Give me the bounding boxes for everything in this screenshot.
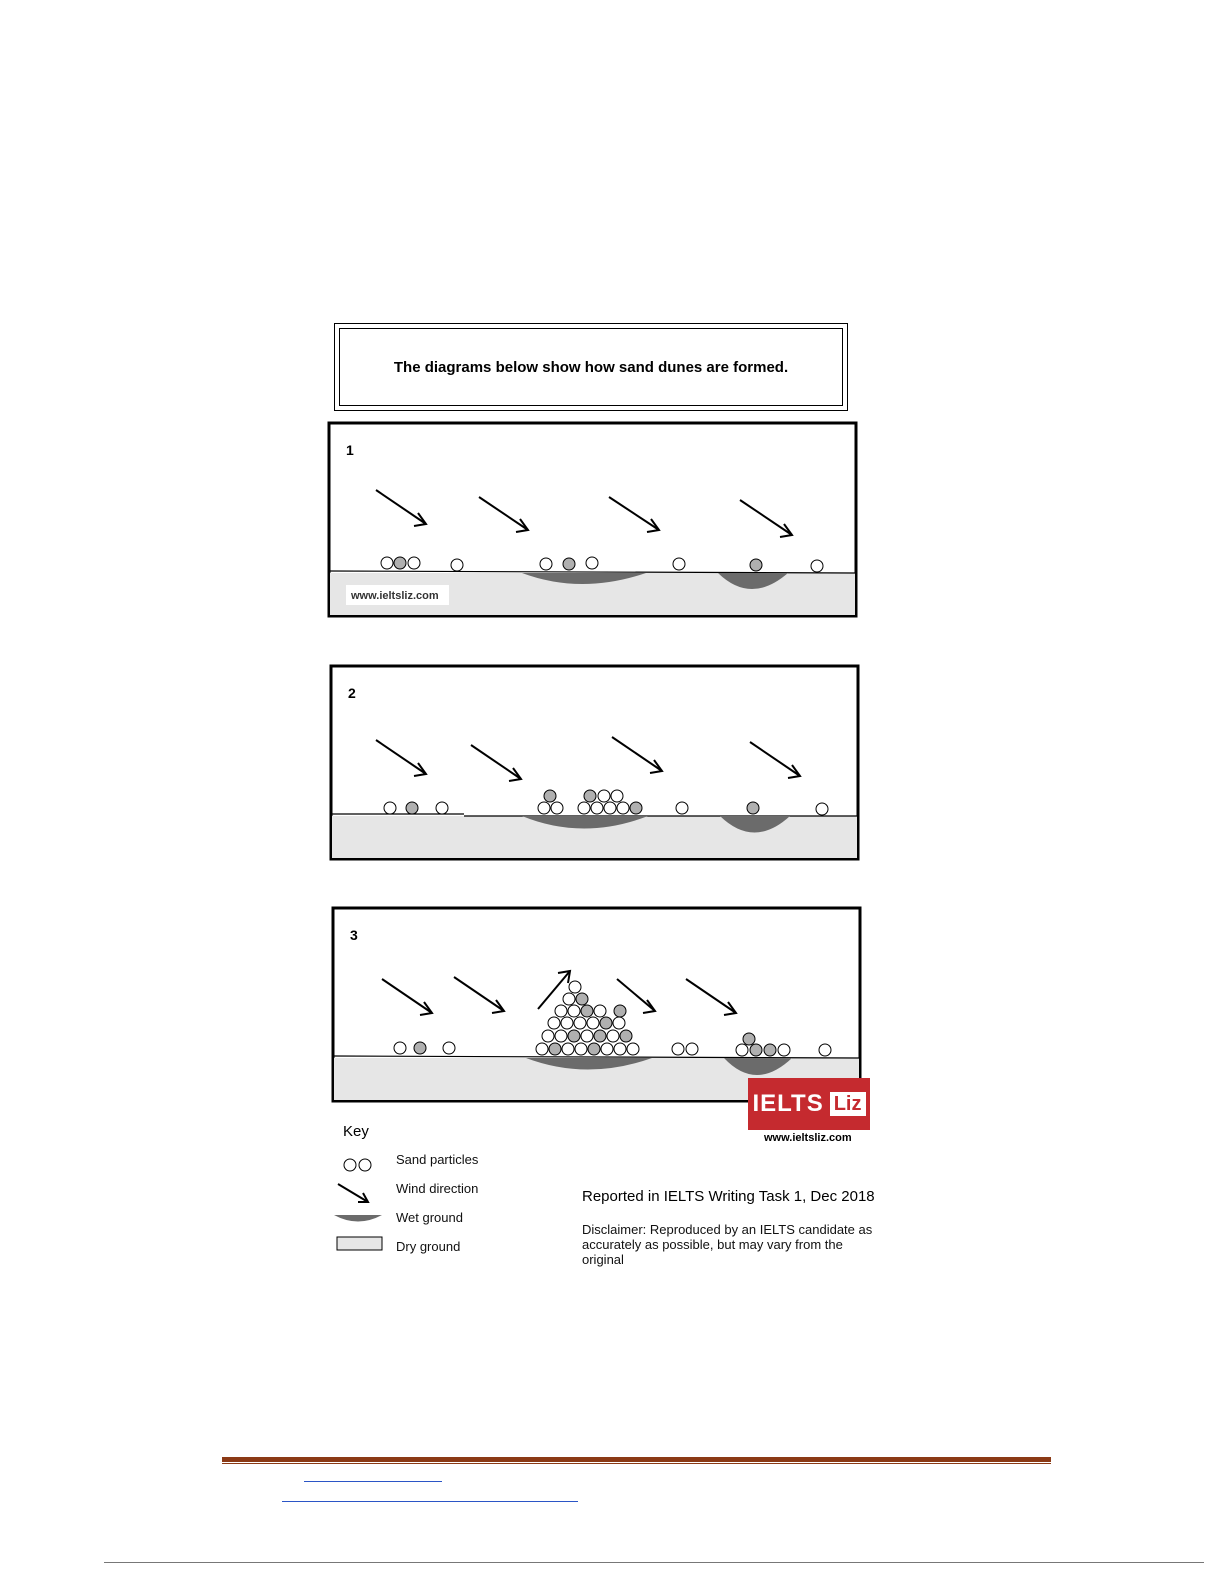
sand-particle <box>544 790 556 802</box>
sand-particle <box>576 993 588 1005</box>
sand-particle <box>686 1043 698 1055</box>
sand-particle <box>816 803 828 815</box>
sand-particle <box>568 1030 580 1042</box>
page-bottom-line <box>104 1562 1204 1563</box>
sand-particle <box>551 802 563 814</box>
logo-main-text: IELTS <box>752 1090 824 1117</box>
key-label-sand-particles: Sand particles <box>396 1152 479 1167</box>
sand-particle <box>627 1043 639 1055</box>
key-label-dry-ground: Dry ground <box>396 1239 461 1254</box>
logo-boxed-text: Liz <box>830 1092 866 1116</box>
sand-particle <box>381 557 393 569</box>
sand-particle <box>743 1033 755 1045</box>
sand-particle <box>598 790 610 802</box>
sand-particle <box>672 1043 684 1055</box>
sand-particle <box>600 1017 612 1029</box>
stage-number: 2 <box>348 685 356 701</box>
sand-particle <box>614 1005 626 1017</box>
sand-particle <box>549 1043 561 1055</box>
footer-link-underline[interactable] <box>282 1501 578 1502</box>
sand-particle <box>536 1043 548 1055</box>
sand-particle <box>613 1017 625 1029</box>
key-wind-direction-icon <box>336 1180 376 1206</box>
sand-particle <box>620 1030 632 1042</box>
stage-number: 1 <box>346 442 354 458</box>
sand-particle <box>555 1030 567 1042</box>
sand-particle <box>584 790 596 802</box>
sand-particle <box>581 1030 593 1042</box>
sand-particle <box>750 559 762 571</box>
sand-particle <box>588 1043 600 1055</box>
sand-particle <box>673 558 685 570</box>
sand-particle <box>574 1017 586 1029</box>
footer-rule-thin <box>222 1463 1051 1464</box>
sand-particle <box>548 1017 560 1029</box>
sand-particle <box>538 802 550 814</box>
stage-3-panel <box>330 905 864 1105</box>
sand-particle <box>568 1005 580 1017</box>
sand-particle <box>414 1042 426 1054</box>
sand-particle <box>747 802 759 814</box>
title-box-inner <box>339 328 843 406</box>
sand-particle <box>587 1017 599 1029</box>
sand-particle <box>604 802 616 814</box>
sand-particle <box>408 557 420 569</box>
key-sand-particles-icon <box>340 1156 376 1174</box>
reported-note: Reported in IELTS Writing Task 1, Dec 2018 <box>582 1188 875 1205</box>
sand-particle <box>563 558 575 570</box>
sand-particle <box>563 993 575 1005</box>
sand-particle <box>540 558 552 570</box>
sand-particle <box>562 1043 574 1055</box>
sand-particle <box>578 802 590 814</box>
sand-particle <box>436 802 448 814</box>
sand-particle <box>575 1043 587 1055</box>
sand-particle <box>394 557 406 569</box>
diagram-title: The diagrams below show how sand dunes are formed. <box>393 358 789 376</box>
stage-1-panel <box>326 420 860 620</box>
key-label-wet-ground: Wet ground <box>396 1210 463 1225</box>
sand-particle <box>594 1030 606 1042</box>
sand-particle <box>569 981 581 993</box>
stage-2-panel <box>328 663 862 863</box>
sand-particle <box>819 1044 831 1056</box>
sand-particle <box>406 802 418 814</box>
title-box <box>334 323 848 411</box>
ielts-liz-logo <box>748 1078 870 1130</box>
sand-particle <box>617 802 629 814</box>
watermark-text: www.ieltsliz.com <box>351 590 439 602</box>
sand-particle <box>750 1044 762 1056</box>
sand-particle <box>811 560 823 572</box>
sand-particle <box>394 1042 406 1054</box>
sand-particle <box>542 1030 554 1042</box>
sand-particle <box>591 802 603 814</box>
sand-particle <box>614 1043 626 1055</box>
sand-particle <box>581 1005 593 1017</box>
sand-particle <box>630 802 642 814</box>
key-label-wind-direction: Wind direction <box>396 1181 479 1196</box>
stage-number: 3 <box>350 927 358 943</box>
sand-particle <box>451 559 463 571</box>
logo-url: www.ieltsliz.com <box>764 1132 852 1144</box>
footer-rule <box>222 1457 1051 1462</box>
footer-link-underline[interactable] <box>304 1481 442 1482</box>
sand-particle <box>764 1044 776 1056</box>
sand-particle <box>611 790 623 802</box>
sand-particle <box>384 802 396 814</box>
sand-particle <box>601 1043 613 1055</box>
sand-particle <box>594 1005 606 1017</box>
sand-particle <box>607 1030 619 1042</box>
sand-particle <box>555 1005 567 1017</box>
sand-particle <box>778 1044 790 1056</box>
sand-particle <box>736 1044 748 1056</box>
sand-particle <box>676 802 688 814</box>
key-wet-ground-icon <box>332 1212 384 1226</box>
sand-particle <box>561 1017 573 1029</box>
sand-particle <box>443 1042 455 1054</box>
key-dry-ground-icon <box>336 1236 384 1252</box>
disclaimer-note: Disclaimer: Reproduced by an IELTS candidate as accurately as possible, but may vary from the original <box>582 1222 873 1267</box>
sand-particle <box>586 557 598 569</box>
key-title: Key <box>343 1123 369 1140</box>
